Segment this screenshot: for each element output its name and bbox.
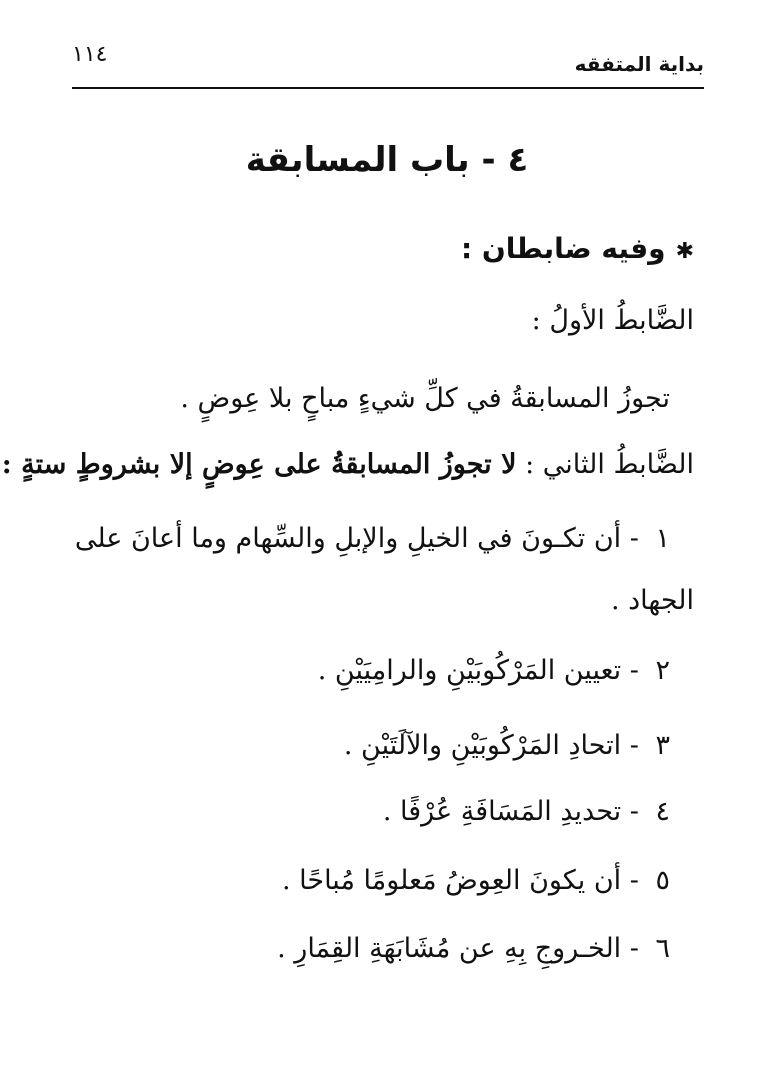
condition-6: ٦ - الخـروجِ بِهِ عن مُشَابَهَةِ القِمَارِ . xyxy=(277,933,670,964)
rule2-text: لا تجوزُ المسابقةُ على عِوضٍ إلا بشروطٍ ستةٍ : xyxy=(1,449,517,480)
chapter-name: باب المسابقة xyxy=(245,140,470,180)
condition-text: أن يكونَ العِوضُ مَعلومًا مُباحًا . xyxy=(282,865,622,896)
condition-text: تعيين المَرْكُوبَيْنِ والرامِيَيْنِ . xyxy=(317,655,622,686)
condition-1: ١ - أن تكـونَ في الخيلِ والإبلِ والسِّهام وما أعانَ على xyxy=(74,523,670,554)
condition-3: ٣ - اتحادِ المَرْكُوبَيْنِ والآلَتَيْنِ . xyxy=(343,730,670,761)
condition-1-continued: الجهاد . xyxy=(610,585,694,616)
condition-text: اتحادِ المَرْكُوبَيْنِ والآلَتَيْنِ . xyxy=(343,730,622,761)
running-head xyxy=(72,38,704,88)
chapter-title xyxy=(0,140,774,180)
rule1-heading: الضَّابطُ الأولُ : xyxy=(531,305,694,336)
condition-number: ٤ xyxy=(655,796,670,827)
book-title: بداية المتفقه xyxy=(574,52,704,76)
intro-line xyxy=(460,232,694,265)
condition-number: ٥ xyxy=(655,865,670,896)
asterisk-bullet-icon: ✱ xyxy=(675,239,694,264)
condition-number: ٦ xyxy=(655,933,670,964)
header-rule xyxy=(72,87,704,89)
condition-number: ١ xyxy=(655,523,670,554)
rule1-text: تجوزُ المسابقةُ في كلِّ شيءٍ مباحٍ بلا عِوضٍ . xyxy=(180,383,670,414)
chapter-separator: - xyxy=(481,140,496,180)
rule2-label: الضَّابطُ الثاني : xyxy=(525,449,694,480)
condition-2: ٢ - تعيين المَرْكُوبَيْنِ والرامِيَيْنِ . xyxy=(317,655,670,686)
condition-number: ٣ xyxy=(655,730,670,761)
page-number: ١١٤ xyxy=(72,42,108,67)
condition-text: الخـروجِ بِهِ عن مُشَابَهَةِ القِمَارِ . xyxy=(277,933,622,964)
condition-4: ٤ - تحديدِ المَسَافَةِ عُرْفًا . xyxy=(382,796,670,827)
chapter-number: ٤ xyxy=(507,140,529,180)
condition-5: ٥ - أن يكونَ العِوضُ مَعلومًا مُباحًا . xyxy=(282,865,670,896)
intro-text: وفيه ضابطان : xyxy=(460,232,666,265)
condition-text: تحديدِ المَسَافَةِ عُرْفًا . xyxy=(382,796,622,827)
condition-text: أن تكـونَ في الخيلِ والإبلِ والسِّهام وما أعانَ على xyxy=(74,523,622,554)
condition-number: ٢ xyxy=(655,655,670,686)
rule2-line xyxy=(2,451,694,478)
